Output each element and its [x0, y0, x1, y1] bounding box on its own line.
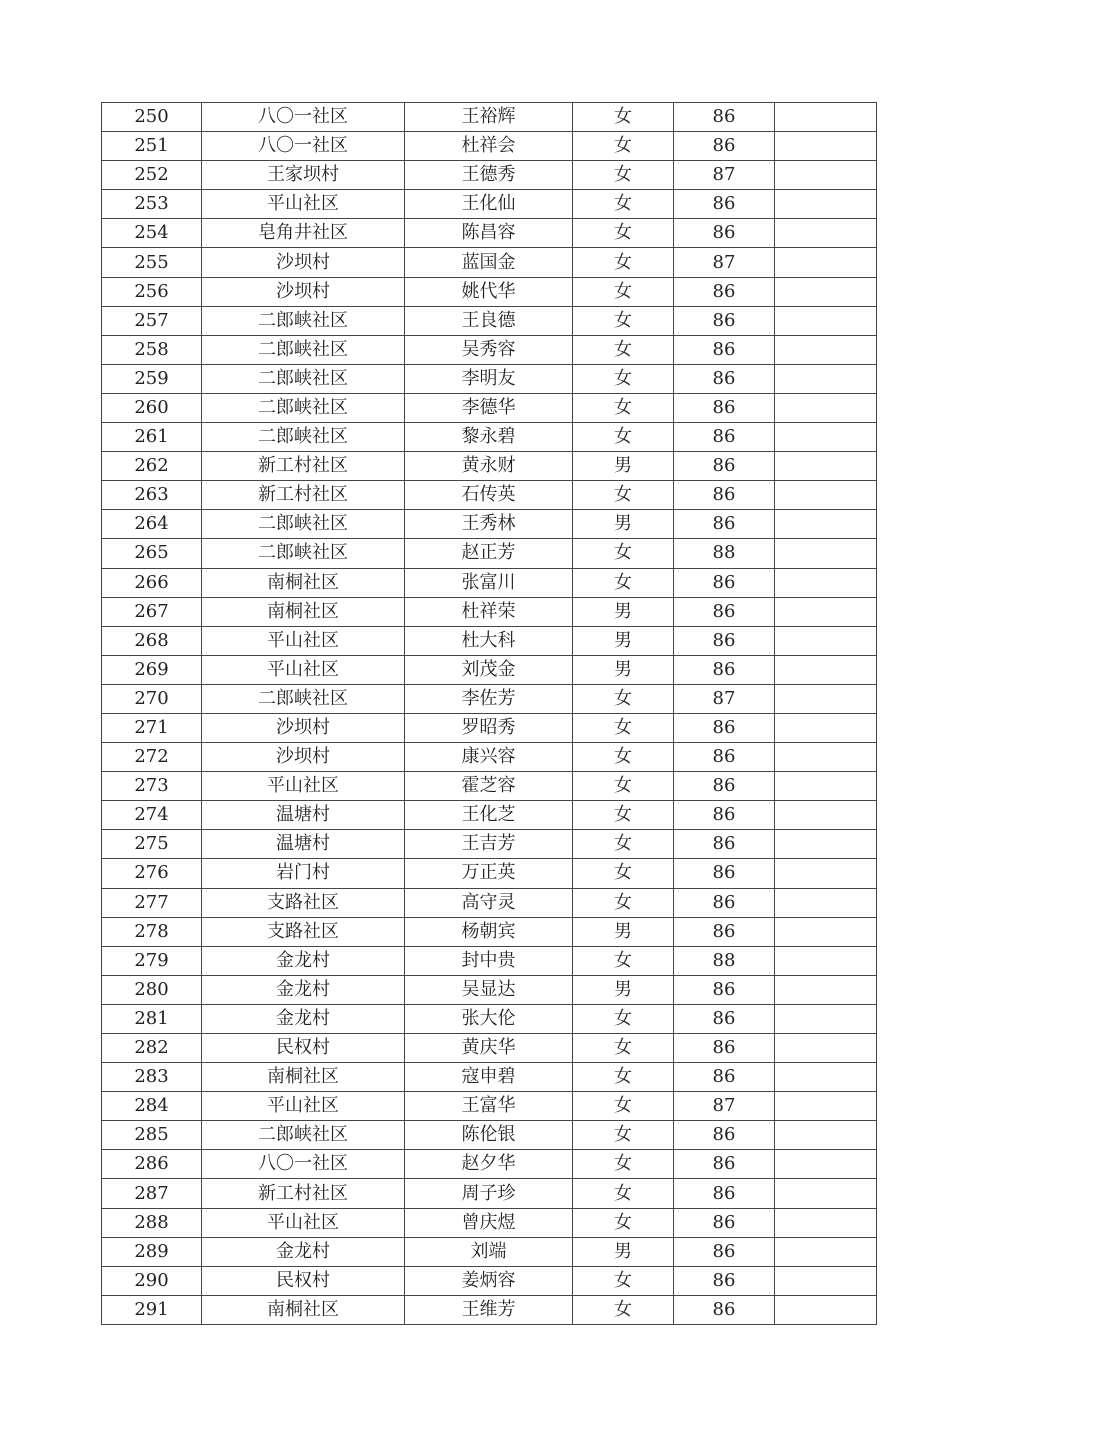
note-cell	[775, 568, 877, 597]
community-cell: 平山社区	[202, 655, 405, 684]
gender-cell: 女	[573, 568, 674, 597]
gender-cell: 女	[573, 219, 674, 248]
name-cell: 寇申碧	[405, 1063, 573, 1092]
gender-cell: 女	[573, 713, 674, 742]
community-cell: 温塘村	[202, 801, 405, 830]
community-cell: 平山社区	[202, 1208, 405, 1237]
serial-number-cell: 251	[102, 132, 202, 161]
note-cell	[775, 743, 877, 772]
note-cell	[775, 1063, 877, 1092]
table-row	[102, 481, 877, 510]
name-cell: 杨朝宾	[405, 917, 573, 946]
table-row	[102, 1295, 877, 1324]
table-row	[102, 1179, 877, 1208]
gender-cell: 女	[573, 103, 674, 132]
gender-cell: 女	[573, 1208, 674, 1237]
table-row	[102, 1034, 877, 1063]
name-cell: 刘端	[405, 1237, 573, 1266]
name-cell: 万正英	[405, 859, 573, 888]
gender-cell: 女	[573, 1004, 674, 1033]
table-row	[102, 364, 877, 393]
community-cell: 新工村社区	[202, 1179, 405, 1208]
serial-number-cell: 255	[102, 248, 202, 277]
gender-cell: 女	[573, 132, 674, 161]
note-cell	[775, 132, 877, 161]
serial-number-cell: 283	[102, 1063, 202, 1092]
age-cell: 86	[674, 1208, 775, 1237]
note-cell	[775, 1004, 877, 1033]
name-cell: 李佐芳	[405, 684, 573, 713]
table-row	[102, 597, 877, 626]
age-cell: 86	[674, 1004, 775, 1033]
serial-number-cell: 285	[102, 1121, 202, 1150]
table-row	[102, 423, 877, 452]
table-row	[102, 568, 877, 597]
community-cell: 沙坝村	[202, 743, 405, 772]
name-cell: 杜祥荣	[405, 597, 573, 626]
community-cell: 新工村社区	[202, 481, 405, 510]
note-cell	[775, 364, 877, 393]
name-cell: 吴显达	[405, 975, 573, 1004]
name-cell: 霍芝容	[405, 772, 573, 801]
serial-number-cell: 288	[102, 1208, 202, 1237]
note-cell	[775, 888, 877, 917]
serial-number-cell: 279	[102, 946, 202, 975]
serial-number-cell: 261	[102, 423, 202, 452]
community-cell: 金龙村	[202, 946, 405, 975]
age-cell: 86	[674, 597, 775, 626]
community-cell: 南桐社区	[202, 1063, 405, 1092]
serial-number-cell: 281	[102, 1004, 202, 1033]
community-cell: 二郎峡社区	[202, 510, 405, 539]
table-row	[102, 393, 877, 422]
table-row	[102, 888, 877, 917]
name-cell: 李德华	[405, 393, 573, 422]
serial-number-cell: 260	[102, 393, 202, 422]
gender-cell: 女	[573, 684, 674, 713]
serial-number-cell: 257	[102, 306, 202, 335]
note-cell	[775, 975, 877, 1004]
table-row	[102, 103, 877, 132]
gender-cell: 女	[573, 1034, 674, 1063]
serial-number-cell: 286	[102, 1150, 202, 1179]
community-cell: 温塘村	[202, 830, 405, 859]
note-cell	[775, 277, 877, 306]
community-cell: 南桐社区	[202, 597, 405, 626]
name-cell: 王化芝	[405, 801, 573, 830]
name-cell: 罗昭秀	[405, 713, 573, 742]
table-row	[102, 655, 877, 684]
gender-cell: 女	[573, 364, 674, 393]
name-cell: 黄庆华	[405, 1034, 573, 1063]
age-cell: 86	[674, 1121, 775, 1150]
gender-cell: 女	[573, 161, 674, 190]
name-cell: 王裕辉	[405, 103, 573, 132]
age-cell: 86	[674, 1179, 775, 1208]
note-cell	[775, 1266, 877, 1295]
table-row	[102, 132, 877, 161]
table-row	[102, 1266, 877, 1295]
table-row	[102, 801, 877, 830]
table-row	[102, 190, 877, 219]
community-cell: 二郎峡社区	[202, 539, 405, 568]
gender-cell: 男	[573, 510, 674, 539]
gender-cell: 女	[573, 1092, 674, 1121]
age-cell: 86	[674, 1034, 775, 1063]
name-cell: 王吉芳	[405, 830, 573, 859]
age-cell: 86	[674, 626, 775, 655]
community-cell: 金龙村	[202, 1237, 405, 1266]
roster-table-body	[102, 103, 877, 1325]
age-cell: 86	[674, 568, 775, 597]
age-cell: 86	[674, 423, 775, 452]
serial-number-cell: 259	[102, 364, 202, 393]
name-cell: 姚代华	[405, 277, 573, 306]
serial-number-cell: 254	[102, 219, 202, 248]
serial-number-cell: 263	[102, 481, 202, 510]
name-cell: 赵正芳	[405, 539, 573, 568]
gender-cell: 女	[573, 248, 674, 277]
name-cell: 黎永碧	[405, 423, 573, 452]
community-cell: 支路社区	[202, 917, 405, 946]
gender-cell: 女	[573, 1266, 674, 1295]
table-row	[102, 830, 877, 859]
age-cell: 86	[674, 364, 775, 393]
community-cell: 沙坝村	[202, 248, 405, 277]
note-cell	[775, 946, 877, 975]
serial-number-cell: 264	[102, 510, 202, 539]
gender-cell: 女	[573, 1121, 674, 1150]
community-cell: 八〇一社区	[202, 132, 405, 161]
age-cell: 86	[674, 859, 775, 888]
serial-number-cell: 266	[102, 568, 202, 597]
gender-cell: 女	[573, 859, 674, 888]
note-cell	[775, 103, 877, 132]
serial-number-cell: 269	[102, 655, 202, 684]
age-cell: 87	[674, 684, 775, 713]
gender-cell: 女	[573, 335, 674, 364]
note-cell	[775, 1092, 877, 1121]
community-cell: 南桐社区	[202, 1295, 405, 1324]
community-cell: 平山社区	[202, 190, 405, 219]
table-row	[102, 248, 877, 277]
serial-number-cell: 280	[102, 975, 202, 1004]
age-cell: 86	[674, 481, 775, 510]
name-cell: 封中贵	[405, 946, 573, 975]
gender-cell: 女	[573, 830, 674, 859]
gender-cell: 女	[573, 539, 674, 568]
age-cell: 86	[674, 306, 775, 335]
serial-number-cell: 250	[102, 103, 202, 132]
serial-number-cell: 290	[102, 1266, 202, 1295]
name-cell: 康兴容	[405, 743, 573, 772]
community-cell: 二郎峡社区	[202, 684, 405, 713]
note-cell	[775, 859, 877, 888]
age-cell: 86	[674, 510, 775, 539]
age-cell: 87	[674, 248, 775, 277]
serial-number-cell: 277	[102, 888, 202, 917]
gender-cell: 女	[573, 743, 674, 772]
gender-cell: 女	[573, 481, 674, 510]
note-cell	[775, 248, 877, 277]
note-cell	[775, 1150, 877, 1179]
serial-number-cell: 270	[102, 684, 202, 713]
name-cell: 蓝国金	[405, 248, 573, 277]
serial-number-cell: 275	[102, 830, 202, 859]
age-cell: 86	[674, 393, 775, 422]
age-cell: 86	[674, 190, 775, 219]
note-cell	[775, 1179, 877, 1208]
serial-number-cell: 273	[102, 772, 202, 801]
table-row	[102, 161, 877, 190]
gender-cell: 男	[573, 655, 674, 684]
age-cell: 86	[674, 743, 775, 772]
note-cell	[775, 510, 877, 539]
note-cell	[775, 713, 877, 742]
table-row	[102, 684, 877, 713]
table-row	[102, 1121, 877, 1150]
gender-cell: 女	[573, 772, 674, 801]
community-cell: 南桐社区	[202, 568, 405, 597]
gender-cell: 女	[573, 1063, 674, 1092]
community-cell: 新工村社区	[202, 452, 405, 481]
community-cell: 沙坝村	[202, 713, 405, 742]
name-cell: 王德秀	[405, 161, 573, 190]
serial-number-cell: 262	[102, 452, 202, 481]
age-cell: 86	[674, 917, 775, 946]
community-cell: 金龙村	[202, 975, 405, 1004]
name-cell: 王秀林	[405, 510, 573, 539]
note-cell	[775, 655, 877, 684]
community-cell: 二郎峡社区	[202, 423, 405, 452]
note-cell	[775, 306, 877, 335]
table-row	[102, 1208, 877, 1237]
table-row	[102, 917, 877, 946]
table-row	[102, 219, 877, 248]
age-cell: 86	[674, 713, 775, 742]
name-cell: 赵夕华	[405, 1150, 573, 1179]
name-cell: 杜大科	[405, 626, 573, 655]
community-cell: 八〇一社区	[202, 103, 405, 132]
table-row	[102, 946, 877, 975]
age-cell: 86	[674, 655, 775, 684]
name-cell: 王良德	[405, 306, 573, 335]
community-cell: 岩门村	[202, 859, 405, 888]
gender-cell: 女	[573, 423, 674, 452]
age-cell: 86	[674, 335, 775, 364]
community-cell: 王家坝村	[202, 161, 405, 190]
gender-cell: 女	[573, 888, 674, 917]
gender-cell: 男	[573, 626, 674, 655]
gender-cell: 男	[573, 597, 674, 626]
note-cell	[775, 801, 877, 830]
table-row	[102, 1150, 877, 1179]
note-cell	[775, 626, 877, 655]
community-cell: 二郎峡社区	[202, 364, 405, 393]
name-cell: 吴秀容	[405, 335, 573, 364]
community-cell: 平山社区	[202, 1092, 405, 1121]
age-cell: 86	[674, 1237, 775, 1266]
gender-cell: 女	[573, 946, 674, 975]
note-cell	[775, 190, 877, 219]
serial-number-cell: 272	[102, 743, 202, 772]
name-cell: 王维芳	[405, 1295, 573, 1324]
gender-cell: 女	[573, 277, 674, 306]
age-cell: 86	[674, 219, 775, 248]
serial-number-cell: 267	[102, 597, 202, 626]
serial-number-cell: 289	[102, 1237, 202, 1266]
age-cell: 86	[674, 888, 775, 917]
community-cell: 二郎峡社区	[202, 1121, 405, 1150]
age-cell: 86	[674, 801, 775, 830]
serial-number-cell: 287	[102, 1179, 202, 1208]
note-cell	[775, 597, 877, 626]
table-row	[102, 859, 877, 888]
note-cell	[775, 452, 877, 481]
community-cell: 二郎峡社区	[202, 306, 405, 335]
community-cell: 民权村	[202, 1266, 405, 1295]
name-cell: 张富川	[405, 568, 573, 597]
name-cell: 杜祥会	[405, 132, 573, 161]
name-cell: 周子珍	[405, 1179, 573, 1208]
table-row	[102, 975, 877, 1004]
age-cell: 86	[674, 103, 775, 132]
serial-number-cell: 252	[102, 161, 202, 190]
community-cell: 八〇一社区	[202, 1150, 405, 1179]
table-row	[102, 713, 877, 742]
name-cell: 黄永财	[405, 452, 573, 481]
note-cell	[775, 1295, 877, 1324]
age-cell: 87	[674, 161, 775, 190]
table-row	[102, 743, 877, 772]
table-row	[102, 1063, 877, 1092]
gender-cell: 女	[573, 1295, 674, 1324]
table-row	[102, 277, 877, 306]
table-row	[102, 539, 877, 568]
name-cell: 陈伦银	[405, 1121, 573, 1150]
age-cell: 86	[674, 1295, 775, 1324]
age-cell: 86	[674, 1150, 775, 1179]
serial-number-cell: 276	[102, 859, 202, 888]
age-cell: 86	[674, 772, 775, 801]
table-row	[102, 335, 877, 364]
serial-number-cell: 265	[102, 539, 202, 568]
serial-number-cell: 284	[102, 1092, 202, 1121]
community-cell: 沙坝村	[202, 277, 405, 306]
gender-cell: 男	[573, 1237, 674, 1266]
community-cell: 平山社区	[202, 626, 405, 655]
age-cell: 86	[674, 1063, 775, 1092]
name-cell: 刘茂金	[405, 655, 573, 684]
age-cell: 86	[674, 452, 775, 481]
serial-number-cell: 278	[102, 917, 202, 946]
note-cell	[775, 917, 877, 946]
community-cell: 民权村	[202, 1034, 405, 1063]
age-cell: 86	[674, 975, 775, 1004]
gender-cell: 女	[573, 801, 674, 830]
age-cell: 86	[674, 277, 775, 306]
gender-cell: 男	[573, 975, 674, 1004]
gender-cell: 男	[573, 917, 674, 946]
community-cell: 支路社区	[202, 888, 405, 917]
serial-number-cell: 268	[102, 626, 202, 655]
roster-table	[101, 102, 877, 1325]
community-cell: 金龙村	[202, 1004, 405, 1033]
community-cell: 二郎峡社区	[202, 393, 405, 422]
age-cell: 86	[674, 830, 775, 859]
age-cell: 88	[674, 539, 775, 568]
note-cell	[775, 1208, 877, 1237]
name-cell: 王化仙	[405, 190, 573, 219]
community-cell: 平山社区	[202, 772, 405, 801]
note-cell	[775, 684, 877, 713]
community-cell: 皂角井社区	[202, 219, 405, 248]
note-cell	[775, 219, 877, 248]
gender-cell: 女	[573, 1150, 674, 1179]
table-row	[102, 510, 877, 539]
table-row	[102, 1237, 877, 1266]
note-cell	[775, 335, 877, 364]
note-cell	[775, 772, 877, 801]
age-cell: 88	[674, 946, 775, 975]
table-row	[102, 626, 877, 655]
note-cell	[775, 393, 877, 422]
gender-cell: 男	[573, 452, 674, 481]
table-row	[102, 306, 877, 335]
name-cell: 石传英	[405, 481, 573, 510]
serial-number-cell: 253	[102, 190, 202, 219]
gender-cell: 女	[573, 393, 674, 422]
note-cell	[775, 539, 877, 568]
table-row	[102, 1092, 877, 1121]
note-cell	[775, 161, 877, 190]
name-cell: 李明友	[405, 364, 573, 393]
gender-cell: 女	[573, 306, 674, 335]
name-cell: 姜炳容	[405, 1266, 573, 1295]
serial-number-cell: 271	[102, 713, 202, 742]
community-cell: 二郎峡社区	[202, 335, 405, 364]
name-cell: 曾庆煜	[405, 1208, 573, 1237]
table-row	[102, 452, 877, 481]
serial-number-cell: 282	[102, 1034, 202, 1063]
table-row	[102, 1004, 877, 1033]
note-cell	[775, 1034, 877, 1063]
name-cell: 王富华	[405, 1092, 573, 1121]
gender-cell: 女	[573, 1179, 674, 1208]
note-cell	[775, 830, 877, 859]
name-cell: 陈昌容	[405, 219, 573, 248]
note-cell	[775, 1237, 877, 1266]
age-cell: 87	[674, 1092, 775, 1121]
table-row	[102, 772, 877, 801]
note-cell	[775, 1121, 877, 1150]
note-cell	[775, 481, 877, 510]
gender-cell: 女	[573, 190, 674, 219]
name-cell: 高守灵	[405, 888, 573, 917]
serial-number-cell: 258	[102, 335, 202, 364]
serial-number-cell: 274	[102, 801, 202, 830]
name-cell: 张大伦	[405, 1004, 573, 1033]
serial-number-cell: 256	[102, 277, 202, 306]
age-cell: 86	[674, 132, 775, 161]
serial-number-cell: 291	[102, 1295, 202, 1324]
age-cell: 86	[674, 1266, 775, 1295]
note-cell	[775, 423, 877, 452]
